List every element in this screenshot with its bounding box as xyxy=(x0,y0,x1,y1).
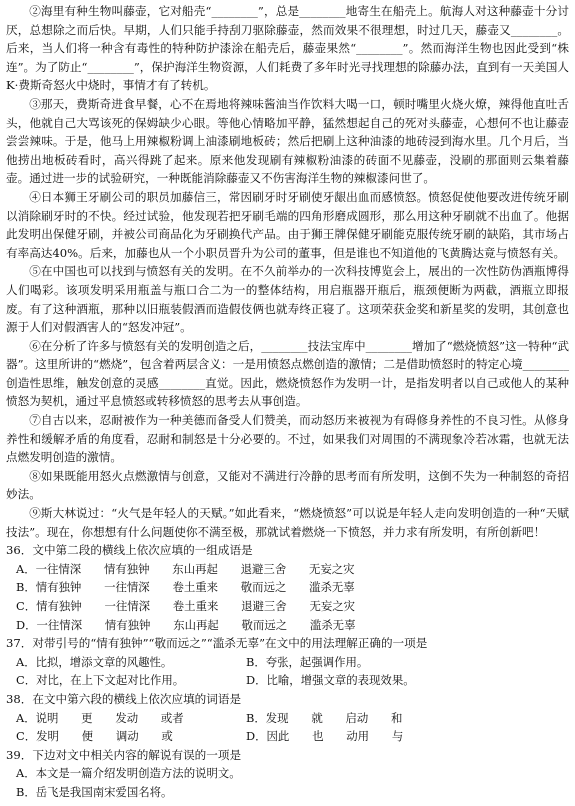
option-d: D．因此 也 动用 与 xyxy=(246,729,404,744)
option-row xyxy=(6,727,569,746)
option-row xyxy=(6,709,569,728)
paragraph-9: ⑨斯大林说过：“火气是年轻人的天赋。”如此看来，“燃烧愤怒”可以说是年轻人走向发明创造的一种“天赋技法”。现在，你想想有什么问题使你不满至极，那就试着燃烧一下愤怒，并力求有所发明，有所创新吧！ xyxy=(6,506,569,539)
question-stem: 38．在文中第六段的横线上依次应填的词语是 xyxy=(6,691,242,706)
option-row xyxy=(6,653,569,672)
paragraph-5: ⑤在中国也可以找到与愤怒有关的发明。在不久前举办的一次科技博览会上，展出的一次性防伪酒瓶博得人们喝彩。该项发明采用瓶盖与瓶口合二为一的整体结构，用启瓶器开瓶后，瓶颈便断为两截，酒瓶立即报废。有了这种酒瓶，那种以旧瓶装假酒而造假伎俩也就寿终正寝了。这项荣获金奖和新星奖的发明，其创意也源于人们对假酒害人的“怒发冲冠”。 xyxy=(6,264,569,335)
option-d: D．一往情深 情有独钟 东山再起 敬而远之 滥杀无辜 xyxy=(16,617,356,632)
option-b: B．岳飞是我国南宋爱国名将。 xyxy=(16,784,173,799)
option-a: A．一往情深 情有独钟 东山再起 退避三舍 无妄之灾 xyxy=(16,561,355,576)
option-a: A．说明 更 发动 或者 xyxy=(16,710,184,725)
paragraph-3: ③那天，费斯奇进食早餐，心不在焉地将辣味酱油当作饮料大喝一口，顿时嘴里火烧火燎，辣得他直吐舌头，他就自己大骂该死的保姆缺少心眼。等他心情略加平静，猛然想起自己的死对头藤壶，心想何不也让藤壶尝尝辣味。于是，他马上用辣椒粉调上油漆刷地板砖；然后把刷上这种油漆的地砖浸到海水里。几个月后，当他捞出地板砖看时，高兴得跳了起来。原来他发现刷有辣椒粉油漆的砖面不见藤壶，没刷的那面则云集着藤壶。通过进一步的试验研究，一种既能消除藤壶又不伤害海洋生物的辣椒漆问世了。 xyxy=(6,96,569,186)
option-row xyxy=(6,671,569,690)
question-stem: 37．对带引号的“情有独钟”“敬而远之”“滥杀无辜”在文中的用法理解正确的一项是 xyxy=(6,636,428,651)
paragraph-6: ⑥在分析了许多与愤怒有关的发明创造之后，________技法宝库中________增加了“燃烧愤怒”这一特种“武器”。这里所讲的“燃烧”，包含着两层含义：一是用愤怒点燃创造的激情；二是借助愤怒时的特定心境________创造性思维，触发创意的灵感________直觉。因此，燃烧愤怒作为发明一计，是指发明者以自己或他人的某种愤怒为契机，通过平息愤怒或转移愤怒的思考去从事创造。 xyxy=(6,338,569,409)
option-b: B．情有独钟 一往情深 卷土重来 敬而远之 滥杀无辜 xyxy=(16,580,355,595)
question-37 xyxy=(6,634,569,690)
paragraph-2: ②海里有种生物叫藤壶，它对船壳“________”，总是________地寄生在船壳上。航海人对这种藤壶十分讨厌，总想除之而后快。早期，人们只能手持刮刀驱除藤壶，然而效果不很理想，时过几天，藤壶又________。后来，当人们将一种含有毒性的特种防护漆涂在船壳后，藤壶果然“________”。然而海洋生物也因此受到“株连”。为了防止“________”，保护海洋生物资源，人们耗费了多年时光寻找理想的除藤办法，直到有一天美国人K·费斯奇怒火中烧时，事情才有了转机。 xyxy=(6,4,569,93)
paragraph-8: ⑧如果既能用怒火点燃激情与创意，又能对不满进行冷静的思考而有所发明，这倒不失为一种制怒的奇招妙法。 xyxy=(6,468,569,502)
paragraph-4: ④日本狮王牙刷公司的职员加藤信三，常因刷牙时牙刷使牙龈出血而感愤怒。愤怒促使他要改进传统牙刷以消除刷牙时的不快。经过试验，他发现若把牙刷毛端的四角形磨成圆形，那么用这种牙刷就不出血了。他据此发明出保健牙刷，并被公司商品化为牙刷换代产品。由于狮王牌保健牙刷能克服传统牙刷的缺陷，其市场占有率高达40%。后来，加藤也从一个小职员晋升为公司的董事，但是谁也不知道他的飞黄腾达竟与愤怒有关。 xyxy=(6,189,569,260)
option-c: C．发明 便 调动 或 xyxy=(16,729,173,744)
exam-page xyxy=(6,2,569,802)
question-36 xyxy=(6,541,569,634)
question-stem: 36．文中第二段的横线上依次应填的一组成语是 xyxy=(6,543,253,558)
option-c: C．对比，在上下文起对比作用。 xyxy=(16,673,185,688)
question-38 xyxy=(6,690,569,746)
option-a: A．比拟，增添文章的风趣性。 xyxy=(16,654,173,669)
option-d: D．比喻，增强文章的表现效果。 xyxy=(246,673,415,688)
question-stem: 39．下边对文中相关内容的解说有误的一项是 xyxy=(6,747,242,762)
option-b: B．夸张，起强调作用。 xyxy=(246,654,369,669)
paragraph-7: ⑦自古以来，忍耐被作为一种美德而备受人们赞美，而动怒历来被视为有碍修身养性的不良习性。从修身养性和缓解矛盾的角度看，忍耐和制怒是十分必要的。不过，如果我们对周围的不满现象冷若冰霜，也就无法点燃发明创造的激情。 xyxy=(6,413,569,465)
option-b: B．发现 就 启动 和 xyxy=(246,710,403,725)
option-c: C．情有独钟 一往情深 卷土重来 退避三舍 无妄之灾 xyxy=(16,599,356,613)
option-a: A．本文是一篇介绍发明创造方法的说明文。 xyxy=(16,766,241,781)
question-39 xyxy=(6,746,569,802)
